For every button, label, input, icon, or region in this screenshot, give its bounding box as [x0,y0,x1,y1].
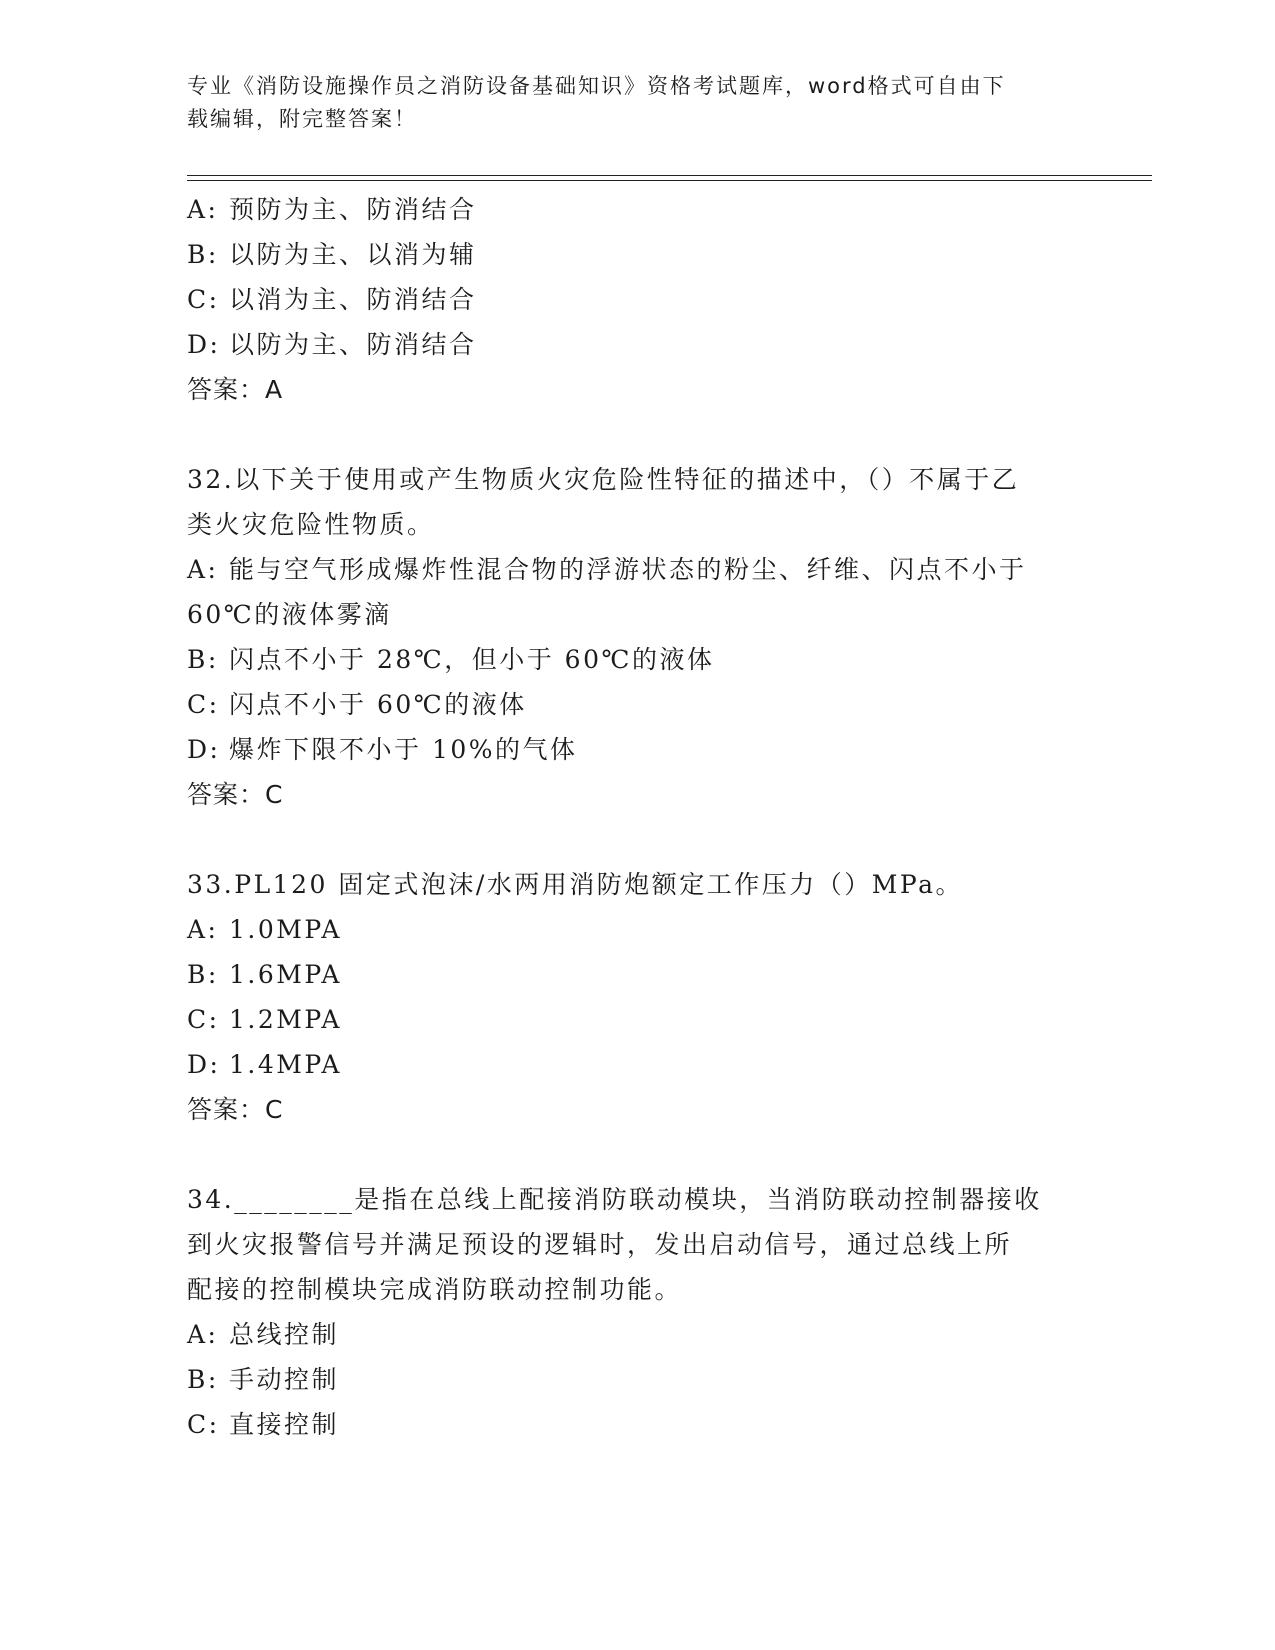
answer: 答案：C [187,780,284,809]
option-a: A: 总线控制 [187,1320,340,1349]
document-header [187,70,1067,136]
question-stem: 配接的控制模块完成消防联动控制功能。 [187,1275,683,1304]
question-34 [187,1177,1087,1447]
option-c: C: 以消为主、防消结合 [187,285,477,314]
option-b: B: 闪点不小于 28℃，但小于 60℃的液体 [187,645,715,674]
option-b: B: 手动控制 [187,1365,340,1394]
question-stem: 32.以下关于使用或产生物质火灾危险性特征的描述中，（）不属于乙 [187,465,1020,494]
option-b: B: 以防为主、以消为辅 [187,240,477,269]
question-stem: 34.________是指在总线上配接消防联动模块，当消防联动控制器接收 [187,1185,1042,1214]
question-stem: 类火灾危险性物质。 [187,510,435,539]
option-c: C: 直接控制 [187,1410,340,1439]
option-d: D: 1.4MPA [187,1050,342,1079]
header-divider-bottom [187,180,1152,181]
option-c: C: 1.2MPA [187,1005,342,1034]
option-a-continued: 60℃的液体雾滴 [187,600,392,629]
question-stem: 到火灾报警信号并满足预设的逻辑时，发出启动信号，通过总线上所 [187,1230,1013,1259]
option-a: A: 预防为主、防消结合 [187,195,477,224]
question-33 [187,862,1087,1132]
header-divider-top [187,175,1152,176]
question-list [187,187,1087,1447]
option-c: C: 闪点不小于 60℃的液体 [187,690,527,719]
option-a: A: 能与空气形成爆炸性混合物的浮游状态的粉尘、纤维、闪点不小于 [187,555,1027,584]
question-32 [187,457,1087,817]
question-31 [187,187,1087,412]
header-line-1: 专业《消防设施操作员之消防设备基础知识》资格考试题库，word格式可自由下 [187,74,1006,98]
header-line-2: 载编辑，附完整答案！ [187,107,417,131]
answer: 答案：C [187,1095,284,1124]
option-d: D: 以防为主、防消结合 [187,330,477,359]
option-d: D: 爆炸下限不小于 10%的气体 [187,735,578,764]
option-a: A: 1.0MPA [187,915,342,944]
question-stem: 33.PL120 固定式泡沫/水两用消防炮额定工作压力（）MPa。 [187,870,963,899]
answer: 答案：A [187,375,284,404]
option-b: B: 1.6MPA [187,960,342,989]
